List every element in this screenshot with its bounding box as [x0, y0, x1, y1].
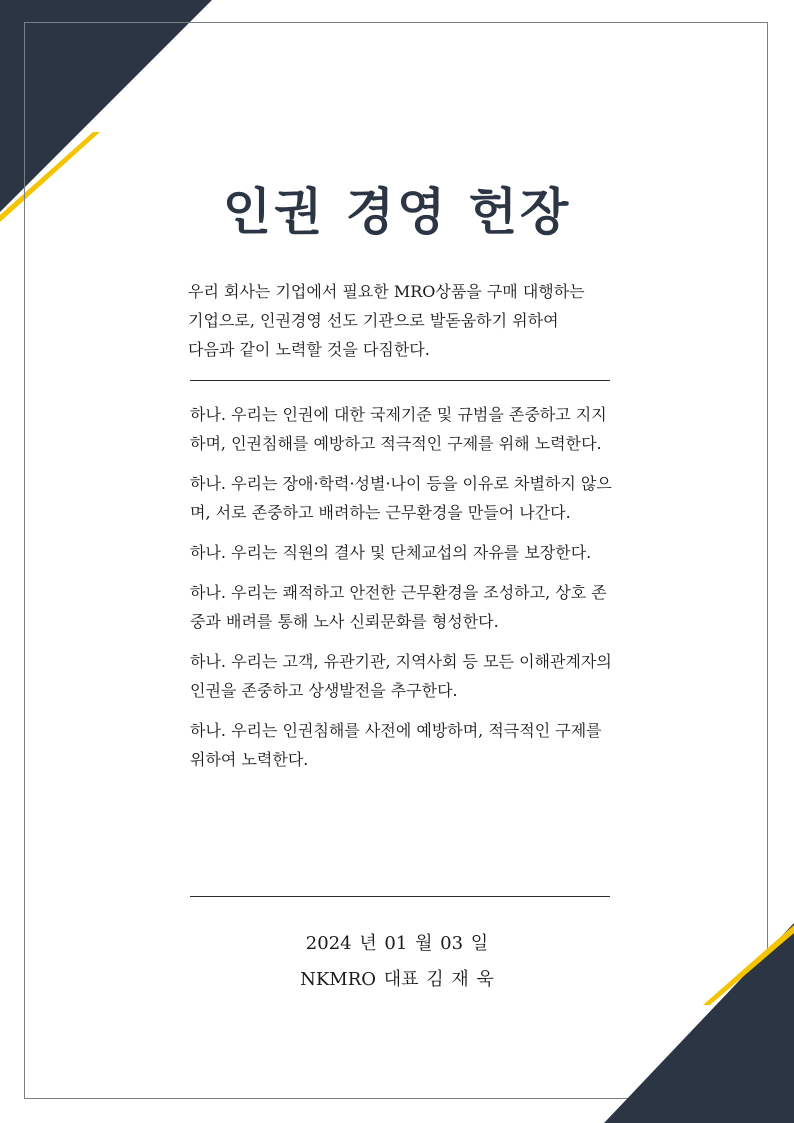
- pledge-list: [190, 400, 622, 785]
- intro-line: 기업으로, 인권경영 선도 기관으로 발돋움하기 위하여: [188, 311, 559, 330]
- document-title: 인권 경영 헌장: [222, 183, 572, 241]
- pledge-item: 하나. 우리는 고객, 유관기관, 지역사회 등 모든 이해관계자의 인권을 존중하고 상생발전을 추구한다.: [190, 652, 612, 700]
- pledge-item: 하나. 우리는 직원의 결사 및 단체교섭의 자유를 보장한다.: [190, 543, 592, 562]
- pledge-item: 하나. 우리는 장애·학력·성별·나이 등을 이유로 차별하지 않으며, 서로 존중하고 배려하는 근무환경을 만들어 나간다.: [190, 474, 612, 522]
- divider-bottom: [190, 896, 610, 897]
- divider-top: [190, 380, 610, 381]
- pledge-item: 하나. 우리는 인권에 대한 국제기준 및 규범을 존중하고 지지하며, 인권침해를 예방하고 적극적인 구제를 위해 노력한다.: [190, 405, 607, 453]
- signature: NKMRO 대표 김 재 욱: [300, 969, 494, 990]
- intro-line: 우리 회사는 기업에서 필요한 MRO상품을 구매 대행하는: [188, 282, 585, 301]
- pledge-item: 하나. 우리는 인권침해를 사전에 예방하며, 적극적인 구제를 위하여 노력한다.: [190, 721, 602, 769]
- intro-paragraph: [188, 277, 628, 364]
- intro-line: 다음과 같이 노력할 것을 다짐한다.: [188, 340, 430, 359]
- pledge-item: 하나. 우리는 쾌적하고 안전한 근무환경을 조성하고, 상호 존중과 배려를 통해 노사 신뢰문화를 형성한다.: [190, 583, 607, 631]
- document-date: 2024 년 01 월 03 일: [305, 933, 489, 954]
